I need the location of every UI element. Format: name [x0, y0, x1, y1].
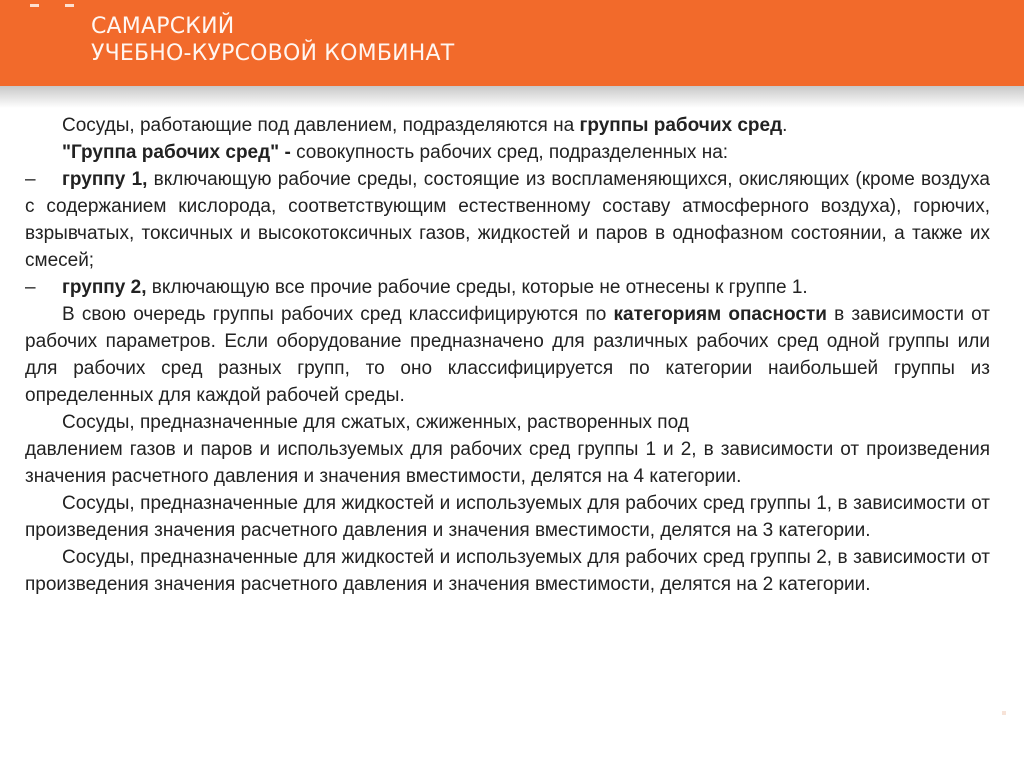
text-span: В свою очередь группы рабочих сред классифицируются по [62, 304, 614, 325]
bold-term: группы рабочих сред [579, 115, 783, 136]
text-span: включающую рабочие среды, состоящие из воспламеняющихся, окисляющих (кроме воздуха с содержанием кислорода, соответствующим естественному составу атмосферного воздуха), горючих, взрывчатых, токсичных и высокотоксичных газов, жидкостей и паров в однофазном состоянии, а также их смесей; [25, 169, 990, 271]
paragraph-groups-intro [25, 112, 990, 139]
paragraph-liquid-vessels-group-1: Сосуды, предназначенные для жидкостей и используемых для рабочих сред группы 1, в зависимости от произведения значения расчетного давления и значения вместимости, делятся на 3 категории. [25, 493, 990, 541]
text-span: . [782, 115, 788, 136]
text-span: совокупность рабочих сред, подразделенных на: [290, 142, 729, 163]
dash-bullet: – [25, 169, 36, 190]
corner-mark [1002, 711, 1006, 715]
dash-bullet: – [25, 277, 36, 298]
paragraph-group-definition [25, 139, 990, 166]
paragraph-gas-vessels-line1: Сосуды, предназначенные для сжатых, сжиженных, растворенных под [62, 412, 689, 433]
list-item-group-2 [25, 274, 990, 301]
paragraph-hazard-categories [25, 301, 990, 409]
dot-mark [65, 4, 74, 7]
dot-mark [30, 4, 39, 7]
text-span: в зависимости от рабочих параметров. Если оборудование предназначено для различных рабочих сред одной группы или для рабочих сред разных групп, то оно классифицируется по категории наибольшей группы из определенных для каждой рабочей среды. [25, 304, 990, 406]
header-dots [30, 4, 74, 7]
header-bar [0, 0, 1024, 86]
bold-term: категориям опасности [613, 304, 827, 325]
header-shadow [0, 86, 1024, 108]
brand-title-line2: УЧЕБНО-КУРСОВОЙ КОМБИНАТ [91, 41, 455, 66]
bold-term: группу 1, [62, 169, 148, 190]
text-span: включающую все прочие рабочие среды, которые не отнесены к группе 1. [146, 277, 808, 298]
document-body [25, 112, 990, 598]
bold-term: "Группа рабочих сред" - [62, 142, 291, 163]
paragraph-liquid-vessels-group-2: Сосуды, предназначенные для жидкостей и используемых для рабочих сред группы 2, в зависимости от произведения значения расчетного давления и значения вместимости, делятся на 2 категории. [25, 547, 990, 595]
brand-title-line1: САМАРСКИЙ [91, 14, 235, 39]
bold-term: группу 2, [62, 277, 147, 298]
list-item-group-1 [25, 166, 990, 274]
text-span: Сосуды, работающие под давлением, подразделяются на [62, 115, 580, 136]
paragraph-gas-vessels: давлением газов и паров и используемых для рабочих сред группы 1 и 2, в зависимости от произведения значения расчетного давления и значения вместимости, делятся на 4 категории. [25, 439, 990, 487]
